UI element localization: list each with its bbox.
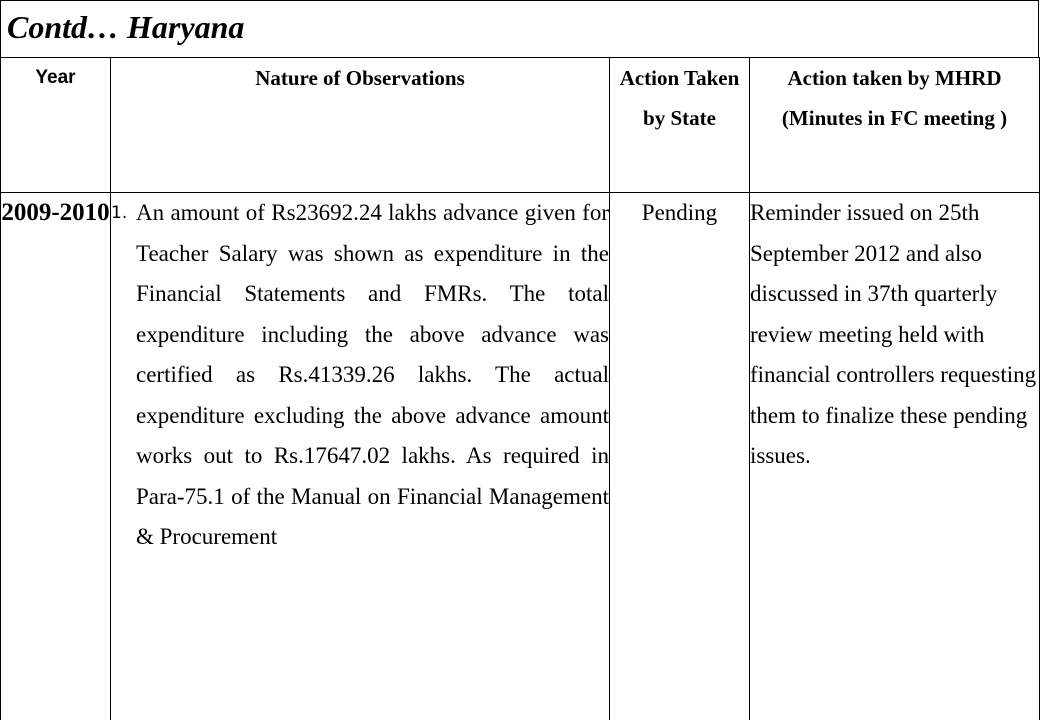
year-value: 2009-2010	[1, 199, 110, 226]
state-action-cell	[610, 193, 750, 720]
mhrd-action-cell	[750, 193, 1040, 720]
column-header-year: Year	[1, 58, 111, 193]
column-header-mhrd-action: Action taken by MHRD (Minutes in FC meeting )	[750, 58, 1040, 193]
column-header-state-action: Action Taken by State	[610, 58, 750, 193]
state-action-value: Pending	[641, 200, 718, 225]
page-title: Contd… Haryana	[7, 9, 245, 45]
observation-item	[111, 193, 609, 558]
observations-table	[0, 57, 1040, 720]
mhrd-action-value: Reminder issued on 25th September 2012 and also discussed in 37th quarterly review meeting held with financial controllers requesting them to finalize these pending issues.	[750, 200, 1037, 468]
title-bar	[0, 0, 1039, 58]
column-header-nature: Nature of Observations	[111, 58, 610, 193]
table-row	[1, 193, 1040, 720]
year-cell	[1, 193, 111, 720]
header-row	[1, 58, 1040, 193]
observation-cell	[111, 193, 610, 720]
observation-text: An amount of Rs23692.24 lakhs advance given for Teacher Salary was shown as expenditure in the Financial Statements and FMRs. The total expenditure including the above advance was certified as Rs.41339.26 lakhs. The actual expenditure excluding the above advance amount works out to Rs.17647.02 lakhs. As required in Para-75.1 of the Manual on Financial Management & Procurement	[136, 200, 609, 549]
observation-number: 1.	[111, 203, 128, 223]
